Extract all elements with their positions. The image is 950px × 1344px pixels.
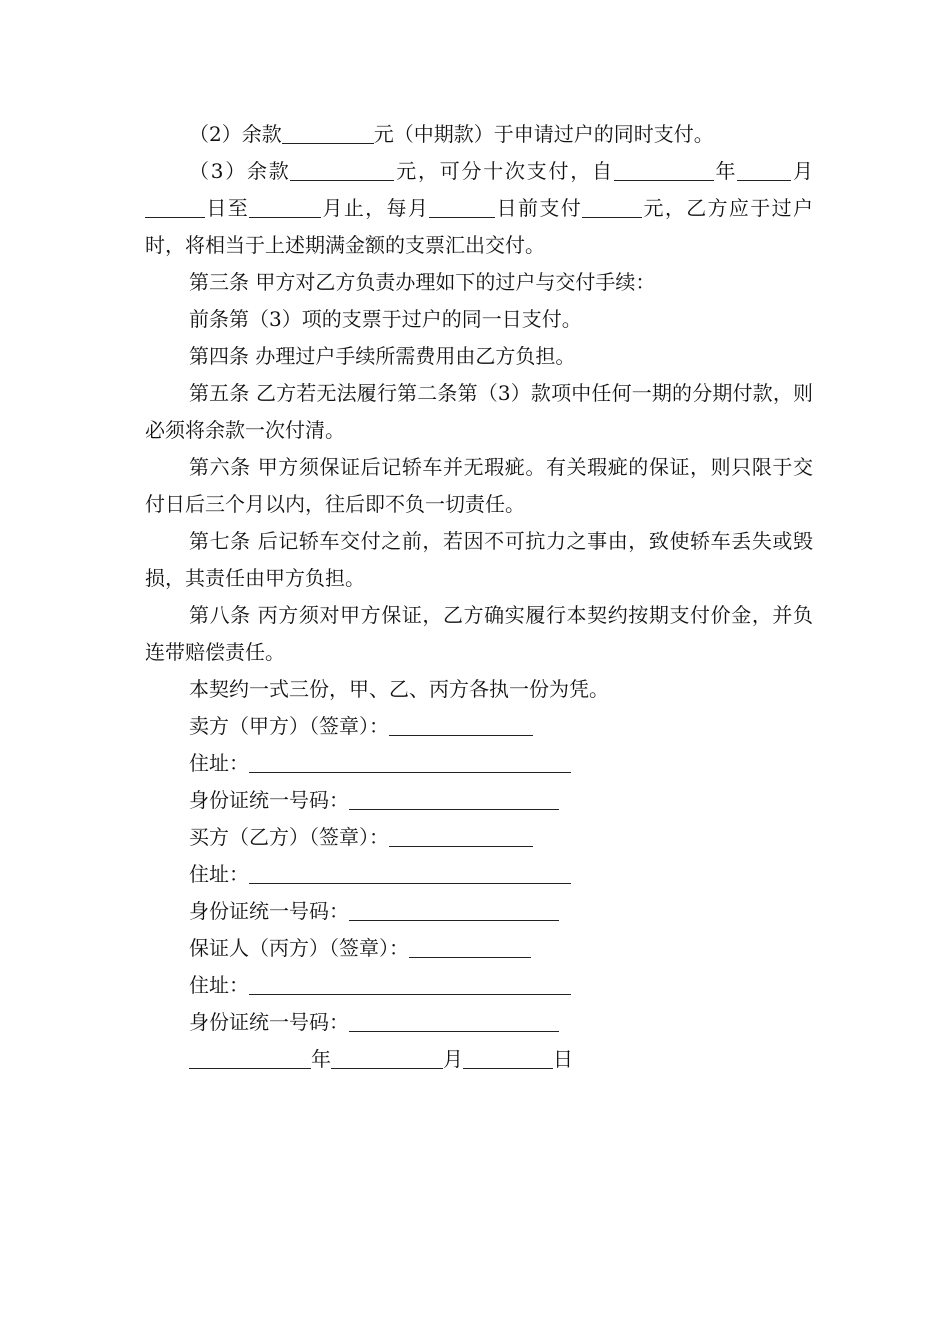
clause7: 第七条 后记轿车交付之前，若因不可抗力之事由，致使轿车丢失或毁损，其责任由甲方负担。 (145, 529, 813, 590)
month-field (331, 1046, 443, 1069)
buyer-address-field (249, 861, 571, 884)
blank-field (429, 195, 495, 218)
clause8: 第八条 丙方须对甲方保证，乙方确实履行本契约按期支付价金，并负连带赔偿责任。 (145, 603, 813, 664)
clause2-item2-suffix: 元（中期款）于申请过户的同时支付。 (373, 122, 714, 146)
copies-statement: 本契约一式三份，甲、乙、丙方各执一份为凭。 (189, 677, 609, 701)
date-line (145, 1041, 813, 1078)
guarantor-address-label: 住址： (189, 973, 249, 997)
blank-field (582, 195, 642, 218)
guarantor-id-line (145, 1004, 813, 1041)
seller-address-line (145, 745, 813, 782)
buyer-address-label: 住址： (189, 862, 249, 886)
buyer-id-line (145, 893, 813, 930)
clause4: 第四条 办理过户手续所需费用由乙方负担。 (189, 344, 576, 368)
clause2-item3-text: 年 (713, 159, 738, 183)
guarantor-id-label: 身份证统一号码： (189, 1010, 349, 1034)
clause2-item2-prefix: （2）余款 (189, 122, 282, 146)
day-field (463, 1046, 553, 1069)
buyer-id-label: 身份证统一号码： (189, 899, 349, 923)
buyer-signature-field (389, 824, 533, 847)
blank-field (145, 195, 205, 218)
buyer-label: 买方（乙方）（签章）： (189, 825, 389, 849)
guarantor-id-field (349, 1009, 559, 1032)
guarantor-address-field (249, 972, 571, 995)
clause2-item3-text: 月止，每月 (321, 196, 430, 220)
clause2-item3-text: 元，乙方应于过户时，将相当于上述期满金额的支票汇出交付。 (145, 196, 814, 257)
seller-address-label: 住址： (189, 751, 249, 775)
guarantor-signature-line (145, 930, 813, 967)
seller-id-field (349, 787, 559, 810)
seller-label: 卖方（甲方）（签章）： (189, 714, 389, 738)
clause2-item3-text: 日至 (205, 196, 250, 220)
clause5: 第五条 乙方若无法履行第二条第（3）款项中任何一期的分期付款，则必须将余款一次付清。 (145, 381, 813, 442)
clause3-detail: 前条第（3）项的支票于过户的同一日支付。 (189, 307, 582, 331)
year-label: 年 (311, 1047, 331, 1071)
seller-id-line (145, 782, 813, 819)
clause2-item3-text: 日前支付 (495, 196, 583, 220)
blank-field (290, 158, 394, 181)
clause2-item3-text: 元，可分十次支付，自 (394, 159, 614, 183)
clause2-item3-text: （3）余款 (189, 159, 291, 183)
guarantor-signature-field (409, 935, 531, 958)
blank-field (737, 158, 791, 181)
clause2-item3 (145, 153, 813, 264)
blank-field (249, 195, 321, 218)
guarantor-address-line (145, 967, 813, 1004)
clause2-item2 (145, 116, 813, 153)
seller-signature-line (145, 708, 813, 745)
clause2-item3-text: 月 (791, 159, 814, 183)
month-label: 月 (443, 1047, 463, 1071)
clause3: 第三条 甲方对乙方负责办理如下的过户与交付手续： (189, 270, 656, 294)
buyer-signature-line (145, 819, 813, 856)
seller-address-field (249, 750, 571, 773)
seller-id-label: 身份证统一号码： (189, 788, 349, 812)
clause6: 第六条 甲方须保证后记轿车并无瑕疵。有关瑕疵的保证，则只限于交付日后三个月以内，往后即不负一切责任。 (145, 455, 813, 516)
guarantor-label: 保证人（丙方）（签章）： (189, 936, 409, 960)
year-field (189, 1046, 311, 1069)
blank-field (614, 158, 714, 181)
buyer-address-line (145, 856, 813, 893)
day-label: 日 (553, 1047, 573, 1071)
seller-signature-field (389, 713, 533, 736)
contract-body (145, 116, 813, 1078)
blank-field (282, 121, 374, 144)
buyer-id-field (349, 898, 559, 921)
